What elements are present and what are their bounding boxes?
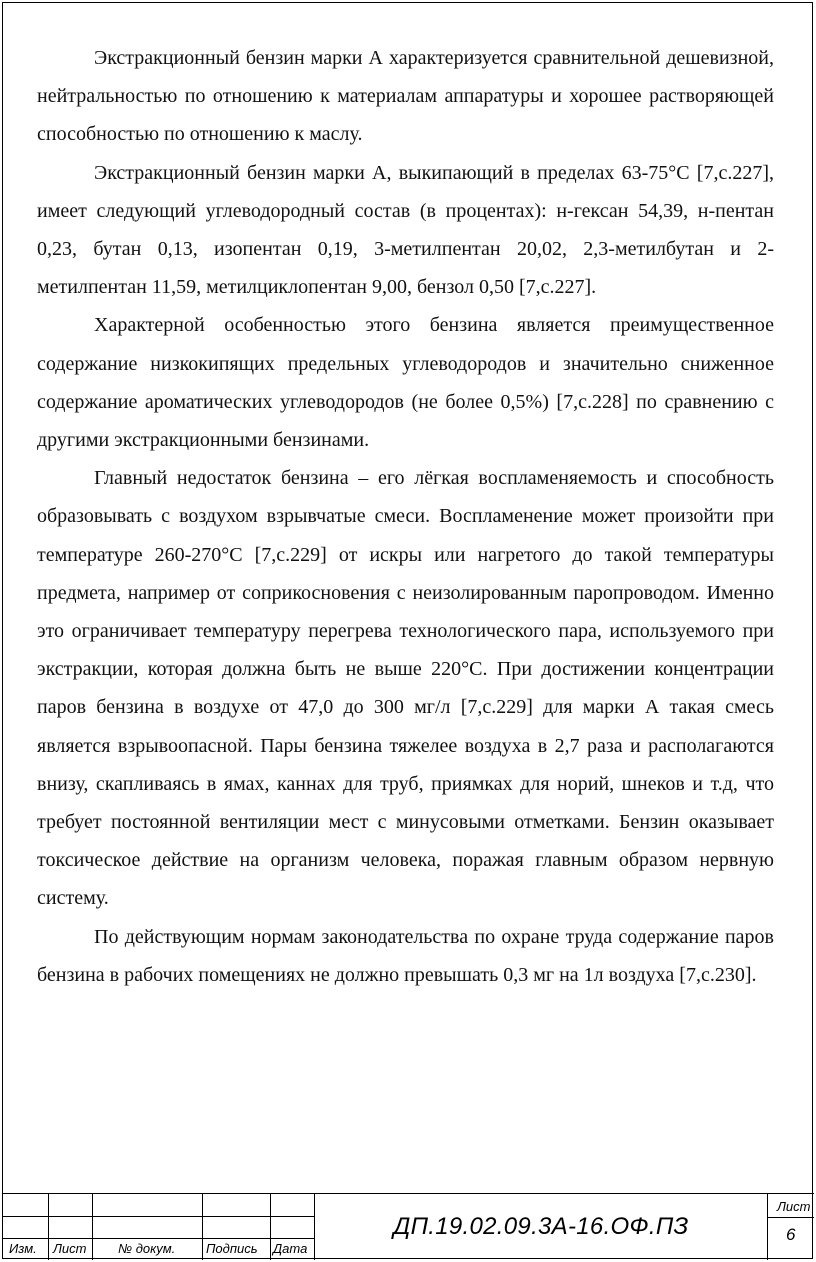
paragraph-3: Характерной особенностью этого бензина является преимущественное содержание низкокипящих предельных углеводородов и значительно сниженное содержание ароматических углеводородов (не более 0,5%) [7,с.228] по сравнению с другими экстракционными бензинами.: [37, 314, 774, 452]
stamp-row-line: [3, 1238, 314, 1239]
sheet-number: 6: [786, 1225, 796, 1244]
paragraph-4: Главный недостаток бензина – его лёгкая воспламеняемость и способность образовывать с воздухом взрывчатые смеси. Воспламенение может произойти при температуре 260-270°С [7,с.229] от искры или нагретого до такой температуры предмета, например от соприкосновения с неизолированным паропроводом. Именно это ограничивает температуру перегрева технологического пара, используемого при экстракции, которая должна быть не выше 220°С. При достижении концентрации паров бензина в воздухе от 47,0 до 300 мг/л [7,с.229] для марки А такая смесь является взрывоопасной. Пары бензина тяжелее воздуха в 2,7 раза и располагаются внизу, скапливаясь в ямах, каннах для труб, приямках для норий, шнеков и т.д, что требует постоянной вентиляции мест с минусовыми отметками. Бензин оказывает токсическое действие на организм человека, поражая главным образом нервную систему.: [37, 467, 774, 910]
title-block-stamp: [3, 1193, 814, 1260]
sheet-box-divider: [767, 1217, 814, 1218]
stamp-label-data: Дата: [273, 1241, 308, 1256]
stamp-divider: [48, 1194, 49, 1260]
paragraph-1: Экстракционный бензин марки А характеризуется сравнительной дешевизной, нейтральностью по отношению к материалам аппаратуры и хорошее растворяющей способностью по отношению к маслу.: [37, 47, 774, 146]
paragraph-5: По действующим нормам законодательства по охране труда содержание паров бензина в рабочих помещениях не должно превышать 0,3 мг на 1л воздуха [7,с.230].: [37, 925, 774, 986]
document-sheet: [2, 2, 813, 1259]
stamp-label-izm: Изм.: [9, 1241, 37, 1256]
stamp-label-dokum: № докум.: [118, 1241, 176, 1256]
stamp-divider: [92, 1194, 93, 1260]
sheet-label: Лист: [777, 1199, 811, 1214]
stamp-divider: [270, 1194, 271, 1260]
stamp-label-list: Лист: [53, 1241, 87, 1256]
stamp-divider: [202, 1194, 203, 1260]
document-body: [37, 39, 774, 994]
stamp-label-podpis: Подпись: [206, 1241, 258, 1256]
paragraph-2: Экстракционный бензин марки А, выкипающий в пределах 63-75°С [7,с.227], имеет следующий углеводородный состав (в процентах): н-гексан 54,39, н-пентан 0,23, бутан 0,13, изопентан 0,19, 3-метилпентан 20,02, 2,3-метилбутан и 2-метилпентан 11,59, метилциклопентан 9,00, бензол 0,50 [7,с.227].: [37, 161, 774, 299]
stamp-row-line: [3, 1216, 314, 1217]
document-code: ДП.19.02.09.3А-16.ОФ.ПЗ: [393, 1213, 689, 1240]
sheet-number-box: [767, 1194, 814, 1260]
